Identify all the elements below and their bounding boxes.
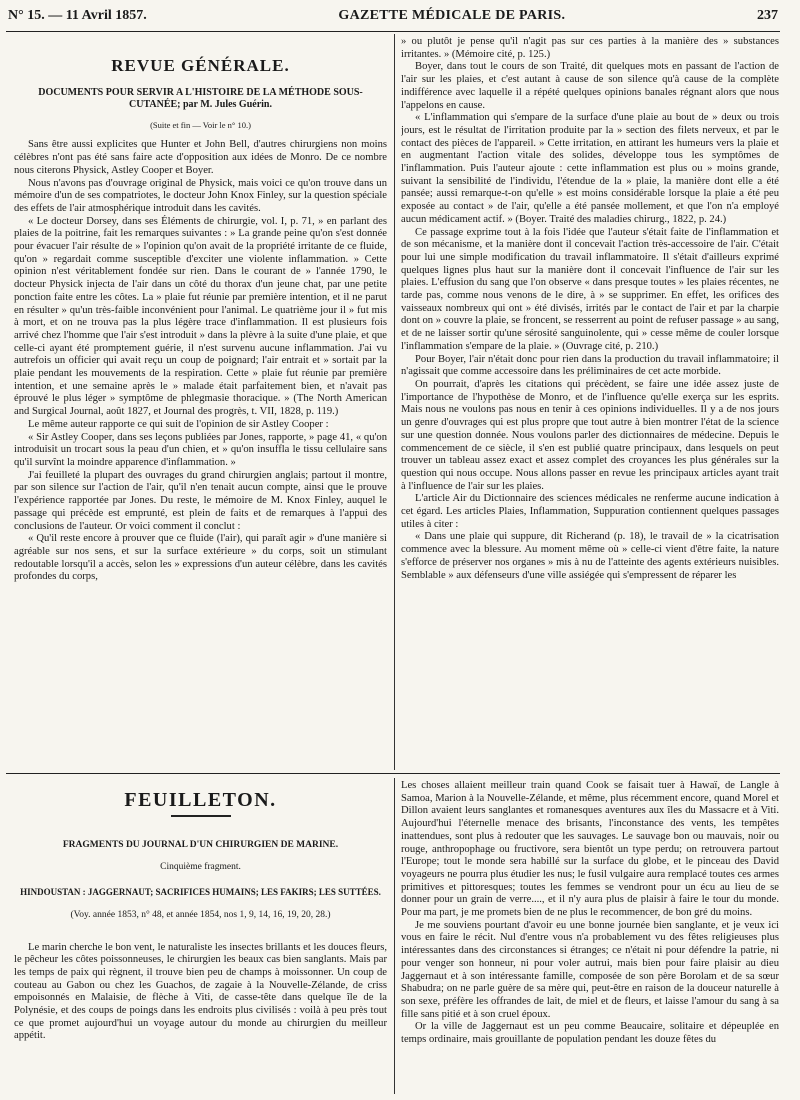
feuilleton-right-column — [401, 780, 779, 1092]
paragraph: Pour Boyer, l'air n'était donc pour rien dans la production du travail inflammatoire; il n'agissait que comme accessoire dans les préliminaires de cet acte morbide. — [401, 353, 779, 378]
fragment-reference: (Voy. année 1853, n° 48, et année 1854, nos 1, 9, 14, 16, 19, 20, 28.) — [70, 909, 331, 920]
revue-title: REVUE GÉNÉRALE. — [111, 56, 290, 75]
revue-suite: (Suite et fin — Voir le n° 10.) — [150, 119, 251, 130]
issue-date: N° 15. — 11 Avril 1857. — [8, 8, 147, 23]
feuilleton-rule — [6, 773, 780, 774]
paragraph: » ou plutôt je pense qu'il n'agit pas sur ces parties à la manière des » substances irritantes. » (Mémoire cité, p. 125.) — [401, 36, 779, 60]
paragraph: « Sir Astley Cooper, dans ses leçons publiées par Jones, rapporte, » page 41, « qu'on introduisit un trocart sous la peau d'un chien, et » qu'on insuffla le tissu cellulaire sans qu'il survînt la moindre apparence d'inflammation. » — [14, 431, 387, 468]
paragraph: On pourrait, d'après les citations qui précèdent, se faire une idée assez juste de l'importance de l'hypothèse de Monro, et de l'influence qu'elle exerça sur les esprits. Mais nous ne voulons pas nous en tenir à ces opinions individuelles. Il y a de nos jours un genre d'ouvrages qui est plus propre que tout autre à bien montrer l'état de la science sur une question donnée. Nous voulons parler des dictionnaires de médecine. Depuis le commencement de ce siècle, il s'en est publié quatre principaux, dans lesquels on peut trouver un tableau assez exact et assez complet des croyances les plus générales sur la question qui nous occupe. Nous allons passer en revue les principaux articles ayant trait à l'influence de l'air sur les plaies. — [401, 378, 779, 492]
paragraph: Nous n'avons pas d'ouvrage original de Physick, mais voici ce qu'on trouve dans un mémoire d'un de ses compatriotes, le docteur John Knox Finley, sur la question spéciale des effets de l'air atmosphérique introduit dans les cavités. — [14, 177, 387, 214]
revue-right-column — [401, 36, 779, 768]
column-divider — [394, 778, 395, 1094]
journal-title: GAZETTE MÉDICALE DE PARIS. — [338, 8, 566, 23]
paragraph: J'ai feuilleté la plupart des ouvrages du grand chirurgien anglais; partout il montre, par son silence sur l'action de l'air, qu'il n'en tenait aucun compte, ainsi que le prouve l'expérience rapportée par Jones. Du reste, le mémoire de M. Knox Finley, auquel le passage qui précède est emprunté, est plein de faits et de remarques à l'appui des conclusions de l'auteur. Or voici comment il conclut : — [14, 469, 387, 532]
fragment-topics: HINDOUSTAN : JAGGERNAUT; SACRIFICES HUMAINS; LES FAKIRS; LES SUTTÉES. — [20, 887, 381, 898]
paragraph: « L'inflammation qui s'empare de la surface d'une plaie au bout de » deux ou trois jours, est le résultat de l'irritation produite par la » section des filets nerveux, et par le contact des pièces de l'appareil. » Cette irritation, en attirant les humeurs vers la plaie et en augmentant l'action vitale des solides, développe tous les symptômes de l'inflammation. Puis l'auteur ajoute : cette inflammation est plus ou » moins grande, suivant la sensibilité de l'individu, l'étendue de la » plaie, la manière dont elle a été pansée; aussi remarque-t-on qu'elle » est moins considérable lorsque la plaie a été peu exposée au contact » de l'air, qu'elle a été pansée mollement, et que l'on n'a employé aucun médicament actif. » (Boyer. Traité des maladies chirurg., 1822, p. 24.) — [401, 112, 779, 225]
revue-subtitle: DOCUMENTS POUR SERVIR A L'HISTOIRE DE LA MÉTHODE SOUS-CUTANÉE; par M. Jules Guérin. — [38, 86, 363, 110]
column-divider — [394, 34, 395, 770]
paragraph: « Qu'il reste encore à prouver que ce fluide (l'air), qui paraît agir » d'une manière si agréable sur nos sens, et sur la surface extérieure » du corps, soit un stimulant redoutable lorsqu'il a accès, selon les » expressions d'un auteur célèbre, dans les cavités profondes du corps, — [14, 533, 387, 583]
paragraph: L'article Air du Dictionnaire des sciences médicales ne renferme aucune indication à cet égard. Les articles Plaies, Inflammation, Suppuration contiennent quelques passages utiles à citer : — [401, 493, 779, 530]
title-rule — [171, 815, 231, 817]
paragraph: « Dans une plaie qui suppure, dit Richerand (p. 18), le travail de » la cicatrisation commence avec la blessure. Au moment même où » celle-ci vient d'être faite, la nature s'efforce de préserver nos organes » mis à nu de l'atteinte des agents extérieurs nuisibles. Semblable » aux défenseurs d'une ville assiégée qui s'empressent de réparer les — [401, 531, 779, 581]
fragment-subtitle: Cinquième fragment. — [160, 862, 241, 873]
paragraph: « Le docteur Dorsey, dans ses Éléments de chirurgie, vol. I, p. 71, » en parlant des plaies de la poitrine, fait les remarques suivantes : » La grande peine qu'on s'est donnée pour évacuer l'air résulte de » l'opinion qu'on avait de la propriété irritante de ce fluide, qu'on » regardait comme susceptible d'exciter une violente inflammation. » Cette opinion n'est véritablement fondée sur rien. Dans le courant de » l'année 1790, le docteur Physick injecta de l'air dans un côté du thorax d'un jeune chat, par une petite ponction faite entre les côtes. La » plaie fut réunie par première intention, et il ne parut en résulter » qu'un très-faible inconvénient pour l'animal. Le quatrième jour il » fut mis à mort, et on ne trouva pas la plus légère trace d'inflammation. Il est plusieurs fois arrivé chez l'homme que l'air s'est introduit » dans la plèvre à la suite d'une plaie, et que celle-ci ayant été promptement guérie, il n'est survenu aucune inflammation. J'ai vu autrefois un officier qui avait reçu un coup de poignard; l'air entrait et » sortait par la plaie pendant les mouvements de la respiration. Cette » plaie fut réunie par première intention, et une semaine après le » malade était parfaitement bien, et n'avait pas éprouvé le plus léger » symptôme de phlegmasie thoracique. » (The North American and Surgical Journal, août 1827, et Journal des progrès, t. VII, 1828, p. 119.) — [14, 215, 387, 418]
feuilleton-title: FEUILLETON. — [124, 789, 277, 811]
paragraph: Le même auteur rapporte ce qui suit de l'opinion de sir Astley Cooper : — [28, 418, 329, 430]
paragraph: Ce passage exprime tout à la fois l'idée que l'auteur s'était faite de l'inflammation et de son mécanisme, et la manière dont il concevait l'action très-accessoire de l'air. C'était pour lui une simple modification du travail inflammatoire. Il s'était d'ailleurs exprimé quelques lignes plus haut sur la manière dont il concevait l'influence de l'air sur les plaies. L'effusion du sang que l'on observe « dans presque toutes » les plaies récentes, ne tarde pas, comme nous venons de le dire, à » se supprimer. En effet, les orifices des vaisseaux nombreux qui ont » été divisés, irrités par le contact de l'air et par la charpie dont on » couvre la plaie, se froncent, se resserrent au point de refuser passage » au sang, et de ne laisser sortir qu'une sérosité sanguinolente, qui » cesse même de couler lorsque l'inflammation s'empare de la plaie. » (Ouvrage cité, p. 210.) — [401, 226, 779, 352]
revue-left-column — [14, 36, 387, 768]
header-rule — [6, 31, 780, 32]
feuilleton-left-column — [14, 780, 387, 1090]
page-header — [8, 8, 778, 30]
page-number: 237 — [757, 8, 778, 23]
paragraph: Or la ville de Jaggernaut est un peu comme Beaucaire, solitaire et dépeuplée en temps ordinaire, mais grouillante de population pendant les douze fêtes du — [401, 1021, 779, 1046]
paragraph: Je me souviens pourtant d'avoir eu une bonne journée bien sanglante, et je veux ici vous en faire le récit. Nul d'entre vous n'a probablement vu des fêtes religieuses plus intéressantes dans des circonstances si étranges; ce n'était ni pour défendre la patrie, ni pour venger son honneur, ni pour voler autrui, mais bien pour faire plaisir au dieu Jaggernaut et à son intéressante famille, composée de son père Borolam et de sa sœur Shabudra; on ne parle guère de sa mère qui, peut-être en raison de la douceur naturelle à son sexe, préfère les offrandes de lait, de miel et de fleurs, et laisse l'amour du sang à sa fille sans pitié et à son cruel époux. — [401, 919, 779, 1020]
paragraph: Les choses allaient meilleur train quand Cook se faisait tuer à Hawaï, de Langle à Samoa, Marion à la Nouvelle-Zélande, et même, plus récemment encore, quand Morel et Dillon avaient leurs sanglantes et romanesques aventures aux îles du Massacre et à Viti. Aujourd'hui l'éternelle menace des brisants, l'inconstance des vents, les tempêtes inattendues, sont plus à redouter que les sauvages. Le sauvage bon ou mauvais, noir ou rouge, anthropophage ou fructivore, sera bientôt un type perdu; on retrouvera partout l'Europe; tout le monde sera habillé sur la surface du globe, et le pinceau des David voyageurs ne pourra plus étudier les nus; le fusil vulgaire aura remplacé toutes ces armes primitives et pittoresques; toutes les femmes se vendront pour un écu au lieu de se donner pour un grain de verre...., et il n'y aura plus de plaisir à faire le tour du monde. Pour ma part, je me promets bien de ne plus le recommencer, de bon gré du moins. — [401, 780, 779, 919]
paragraph: Boyer, dans tout le cours de son Traité, dit quelques mots en passant de l'action de l'air sur les plaies, et c'est autant à cause de son silence qu'à cause de la complète indifférence avec laquelle il a répété quelques opinions banales régnant alors que nous l'appelons en cause. — [401, 61, 779, 111]
paragraph: Le marin cherche le bon vent, le naturaliste les insectes brillants et les douces fleurs, le pêcheur les côtes poissonneuses, le chirurgien les beaux cas bien sanglants. Mais par les temps de paix qui règnent, il trouve bien peu de champs à moissonner. Un coup de couteau au Gabon ou chez les Guachos, de zagaie à la Nouvelle-Zélande, de criss empoisonnés en Malaisie, de flèche à Viti, de casse-tête dans quelque île de la Polynésie, et des coups de poings dans les endroits plus civilisés : voilà à peu près tout ce que promet aujourd'hui un voyage autour du monde au chirurgien du meilleur appétit. — [14, 941, 387, 1042]
paragraph: Sans être aussi explicites que Hunter et John Bell, d'autres chirurgiens non moins célèbres n'ont pas été sans faire acte d'opposition aux idées de Monro. De ce nombre nous citerons Physick, Astley Cooper et Boyer. — [14, 139, 387, 176]
fragment-title: FRAGMENTS DU JOURNAL D'UN CHIRURGIEN DE MARINE. — [62, 839, 339, 850]
